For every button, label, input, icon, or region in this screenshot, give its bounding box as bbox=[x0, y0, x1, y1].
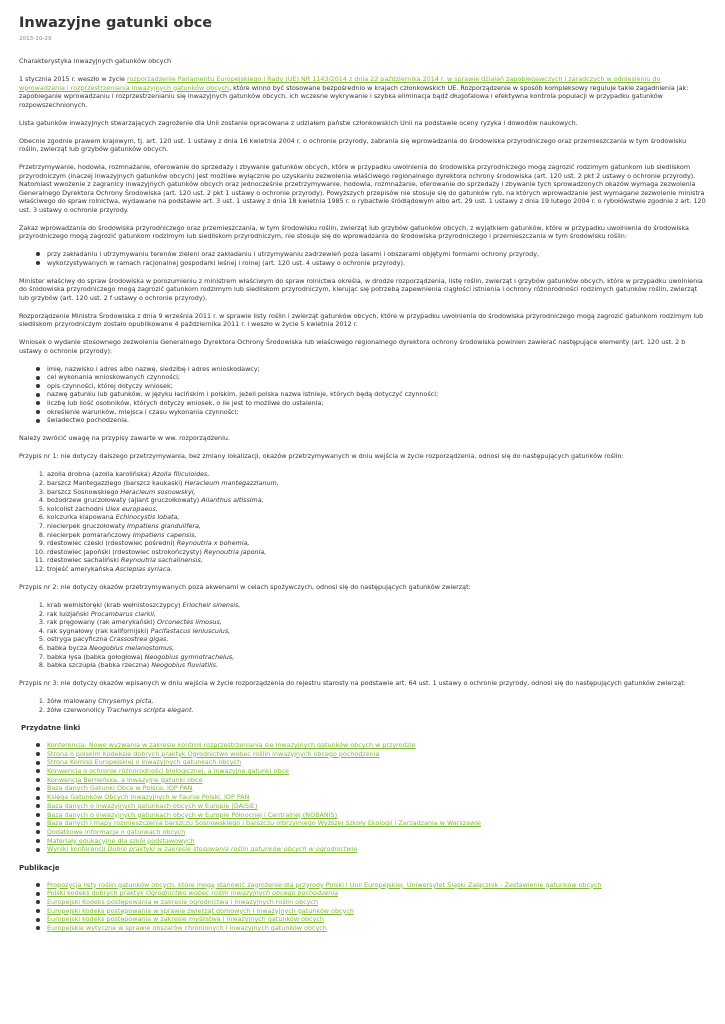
link-text: Baza danych o inwazyjnych gatunkach obcych w Europie (DAISIE) bbox=[47, 801, 258, 810]
species-latin-name: Neogobius gymnotrachelus, bbox=[144, 652, 235, 661]
species-latin-name: Ulex europaeus, bbox=[105, 504, 158, 513]
list-item: określenie warunków, miejsca i czasu wykonania czynności; bbox=[47, 408, 706, 417]
species-item bbox=[47, 496, 706, 505]
link-italic-text: Dobre praktyki w zakresie stosowania roślin gatunków obcych w ogrodnictwie bbox=[107, 845, 358, 854]
species-latin-name: Ailanthus altissima, bbox=[201, 496, 264, 505]
species-common-name: babka bycza bbox=[47, 643, 90, 652]
species-latin-name: Impatiens glandulifera, bbox=[127, 521, 201, 530]
species-latin-name: Neogobius fluviatilis. bbox=[151, 661, 219, 670]
species-common-name: rdestowiec sachaliński bbox=[47, 556, 121, 565]
species-item bbox=[47, 644, 706, 653]
species-latin-name: Procambarus clarkii, bbox=[90, 609, 156, 618]
species-item bbox=[47, 697, 706, 706]
link-text: Baza danych Gatunki Obce w Polsce, IOP PAN bbox=[47, 784, 193, 793]
external-link[interactable] bbox=[47, 881, 601, 889]
regulation-text-before: 1 stycznia 2015 r. weszło w życie bbox=[19, 75, 128, 83]
link-text: Europejskie wytyczne w sprawie obszarów chronionych i inwazyjnych gatunków obcych bbox=[47, 924, 327, 933]
regulation-text-after: , które winno być stosowane bezpośrednio w krajach członkowskich UE. Rozporządzenie w sposób kompleksowy reguluje takie zagadnienia jak: zapobieganie wprowadzaniu i rozprzestrzenianiu się inwazyjnych gatunków obcych, ich wczesne wykrywanie i szybka eliminacja bądź długofalowa i efektywna kontrola populacji w przypadku gatunków rozpowszechnionych. bbox=[19, 83, 689, 109]
species-item bbox=[47, 522, 706, 531]
external-link[interactable] bbox=[47, 907, 354, 915]
link-item bbox=[47, 784, 706, 793]
link-item bbox=[47, 828, 706, 837]
species-common-name: azolla drobna (azolla karolińska) bbox=[47, 470, 153, 479]
species-item bbox=[47, 548, 706, 557]
turtle-species-list bbox=[19, 697, 706, 714]
link-item bbox=[47, 845, 706, 854]
species-latin-name: Asclepias syriaca. bbox=[115, 564, 173, 573]
link-text: Konferencja: Nowe wyzwania w zakresie kontroli rozprzestrzeniania się inwazyjnych gatunków obcych w przyrodzie bbox=[47, 740, 416, 749]
link-text: Baza danych o inwazyjnych gatunkach obcych w Europie Północnej i Centralnej (NOBANIS) bbox=[47, 810, 338, 819]
external-link[interactable] bbox=[47, 915, 324, 923]
footnote-2-paragraph: Przypis nr 2: nie dotyczy okazów przetrzymywanych poza akwenami w celach spożywczych, odnosi się do następujących gatunków zwierząt: bbox=[19, 582, 471, 591]
footnote-3-paragraph: Przypis nr 3: nie dotyczy okazów wpisanych w dniu wejścia w życie rozporządzenia do rejestru starosty na podstawie art. 64 ust. 1 ustawy o ochronie przyrody, odnosi się do następujących gatunków zwierząt: bbox=[19, 679, 686, 688]
intro-paragraph: Charakterystyka inwazyjnych gatunków obcych bbox=[19, 57, 172, 65]
publication-item bbox=[47, 889, 706, 898]
external-link[interactable] bbox=[47, 784, 192, 792]
link-text: Konwencja o ochronie różnorodności biologicznej, a inwazyjne gatunki obce bbox=[47, 767, 289, 776]
species-item bbox=[47, 505, 706, 514]
useful-links-list bbox=[19, 741, 706, 854]
link-item bbox=[47, 837, 706, 846]
ordinance-paragraph: Rozporządzenie Ministra Środowiska z dnia 9 września 2011 r. w sprawie listy roślin i zwierząt gatunków obcych, które w przypadku uwolnienia do środowiska przyrodniczego mogą zagrozić gatunkom rodzimym lub siedliskom przyrodniczym zostało opublikowane 4 października 2011 r. i weszło w życie 5 kwietnia 2012 r. bbox=[19, 311, 704, 329]
link-text: Europejski Kodeks postępowania w zakresie ogrodnictwa i inwazyjnych roślin obcych bbox=[47, 897, 318, 906]
species-latin-name: Neogobius melanostomus, bbox=[89, 643, 175, 652]
species-common-name: rak luizjański bbox=[47, 609, 91, 618]
list-item: liczbę lub ilość osobników, których dotyczy wniosek, o ile jest to możliwe do ustalenia; bbox=[47, 399, 706, 408]
species-item bbox=[47, 488, 706, 497]
publication-item bbox=[47, 907, 706, 916]
link-item bbox=[47, 767, 706, 776]
external-link[interactable] bbox=[47, 776, 202, 784]
species-item bbox=[47, 610, 706, 619]
species-common-name: bożodrzew gruczołowaty (ajlant gruczołkowaty) bbox=[47, 496, 202, 505]
external-link[interactable] bbox=[47, 819, 481, 827]
publications-heading: Publikacje bbox=[19, 863, 60, 872]
permits-paragraph: Przetrzymywanie, hodowla, rozmnażanie, oferowanie do sprzedaży i zbywanie gatunków obcych, które w przypadku uwolnienia do środowiska przyrodniczego mogą zagrozić rodzimym gatunkom lub siedliskom przyrodniczym (inaczej inwazyjnych gatunków obcych) jest możliwe wyłącznie po uzyskaniu zezwolenia właściwego regionalnego dyrektora ochrony środowiska (art. 120 ust. 2 pkt 2 ustawy o ochronie przyrody). Natomiast wwożenie z zagranicy inwazyjnych gatunków obcych oraz jednocześnie przetrzymywanie, hodowla, rozmnażanie, oferowanie do sprzedaży i zbywanie tych sprowadzonych okazów wymaga zezwolenia Generalnego Dyrektora Ochrony Środowiska (art. 120 ust. 2 pkt 1 ustawy o ochronie przyrody). Powyższych przepisów nie stosuje się do gatunków ryb, na których wprowadzanie jest wymagane zezwolenie ministra właściwego do spraw rolnictwa, wydawane na podstawie art. 3 ust. 1 ustawy z dnia 18 kwietnia 1985 r. o rybactwie śródlądowym albo art. 29 ust. 1 ustawy z dnia 19 lutego 2004 r. o rybołówstwie zgodnie z art. 120 ust. 3 ustawy o ochronie przyrody. bbox=[19, 163, 706, 214]
external-link[interactable] bbox=[47, 837, 195, 845]
species-item bbox=[47, 706, 706, 715]
species-item bbox=[47, 653, 706, 662]
species-item bbox=[47, 479, 706, 488]
list-item: świadectwo pochodzenia. bbox=[47, 416, 706, 425]
species-item bbox=[47, 565, 706, 574]
link-item bbox=[47, 793, 706, 802]
link-italic-text: Ogrodnictwo wobec roślin inwazyjnych obcego pochodzenia bbox=[145, 889, 339, 898]
species-latin-name: Chrysemys picta, bbox=[98, 697, 154, 706]
species-common-name: babka szczupła (babka rzeczna) bbox=[47, 661, 152, 670]
link-item bbox=[47, 802, 706, 811]
species-latin-name: Orconectes limosus, bbox=[157, 618, 222, 627]
link-item bbox=[47, 741, 706, 750]
link-text: Baza danych i mapy rozmieszczenia barszczu Sosnowskiego i barszczu olbrzymiego Wyższej Szkoły Ekologii i Zarządzania w Warszawie bbox=[47, 819, 481, 828]
species-latin-name: Heracleum sosnowskyi, bbox=[120, 487, 196, 496]
species-latin-name: Azolla filiculoides, bbox=[152, 470, 210, 479]
species-common-name: barszcz Mantegazziego (barszcz kaukaski) bbox=[47, 478, 185, 487]
list-item: wykorzystywanych w ramach racjonalnej gospodarki leśnej i rolnej (art. 120 ust. 4 ustawy o ochronie przyrody). bbox=[47, 259, 706, 268]
species-latin-name: Reynoutria sachalinensis, bbox=[120, 556, 203, 565]
link-text: Konwencja Berneńska, a inwazyjne gatunki obce bbox=[47, 775, 203, 784]
species-latin-name: Eriocheir sinensis, bbox=[182, 600, 241, 609]
species-common-name: niecierpek pomarańczowy bbox=[47, 530, 133, 539]
publish-date: 2013-10-29 bbox=[19, 36, 52, 42]
publication-item bbox=[47, 881, 706, 890]
link-text: Dodatkowe informacje o gatunkach obcych bbox=[47, 827, 186, 836]
species-latin-name: Trachemys scripta elegant. bbox=[106, 705, 194, 714]
external-link[interactable] bbox=[47, 828, 185, 836]
species-item bbox=[47, 539, 706, 548]
species-latin-name: Pacifastacus leniusculus, bbox=[150, 626, 231, 635]
species-item bbox=[47, 470, 706, 479]
application-paragraph: Wniosek o wydanie stosownego zezwolenia Generalnego Dyrektora Ochrony Środowiska lub właściwego regionalnego dyrektora ochrony środowiska powinien zawierać następujące elementy (art. 120 ust. 2 b ustawy o ochronie przyrody): bbox=[19, 338, 686, 355]
species-common-name: kolcolist zachodni bbox=[47, 504, 106, 513]
link-text: Wyniki konferencji bbox=[47, 845, 108, 854]
ban-exceptions-paragraph: Zakaz wprowadzania do środowiska przyrodniczego oraz przemieszczania, w tym środowisku roślin, zwierząt lub grzybów gatunków obcych, z wyjątkiem gatunków, które w przypadku uwolnienia do środowiska przyrodniczego mogą zagrozić gatunkom rodzimym lub siedliskom przyrodniczym, nie stosuje się do wprowadzania do środowiska przyrodniczego i przemieszczania w tym środowisku roślin: bbox=[19, 223, 689, 240]
species-common-name: barszcz Sosnowskiego bbox=[47, 487, 121, 496]
species-latin-name: Reynoutria x bohemia, bbox=[176, 539, 250, 548]
link-text: Europejski kodeks postępowania w sprawie zwierząt domowych i inwazyjnych gatunków obcych bbox=[47, 906, 354, 915]
external-link[interactable] bbox=[47, 802, 257, 810]
external-link[interactable] bbox=[47, 845, 357, 853]
footnote-1-paragraph: Przypis nr 1: nie dotyczy dalszego przetrzymywania, bez zmiany lokalizacji, okazów przetrzymywanych w dniu wejścia w życie rozporządzenia, odnosi się do następujących gatunków roślin: bbox=[19, 452, 624, 461]
species-common-name: żółw malowany bbox=[47, 697, 99, 706]
footnotes-note: Należy zwrócić uwagę na przypisy zawarte w ww. rozporządzeniu. bbox=[19, 434, 230, 443]
species-latin-name: Impatiens capensis, bbox=[132, 530, 197, 539]
species-common-name: rdestowiec czeski (rdestowiec pośredni) bbox=[47, 539, 177, 548]
publication-item bbox=[47, 898, 706, 907]
species-common-name: ostryga pacyficzna bbox=[47, 635, 110, 644]
external-link[interactable] bbox=[47, 898, 318, 906]
regulation-paragraph bbox=[19, 75, 706, 109]
exceptions-list bbox=[19, 250, 706, 267]
species-common-name: rdestowiec japoński (rdestowiec ostrokończysty) bbox=[47, 547, 204, 556]
link-item bbox=[47, 750, 706, 759]
species-item bbox=[47, 618, 706, 627]
species-item bbox=[47, 531, 706, 540]
list-item: nazwę gatunku lub gatunków, w języku łacińskim i polskim, jeżeli polska nazwa istnieje, których będą dotyczyć czynności; bbox=[47, 390, 706, 399]
external-link[interactable] bbox=[47, 750, 379, 758]
publication-item bbox=[47, 924, 706, 933]
link-text: Propozycja listy roślin gatunków obcych, które mogą stanowić zagrożenie dla przyrody Polski i Unii Europejskiej, Uniwersytet Śląski Załącznik - Zestawienie gatunków obcych bbox=[47, 880, 602, 889]
species-common-name: rak sygnałowy (rak kalifornijski) bbox=[47, 626, 151, 635]
minister-paragraph: Minister właściwy do spraw środowiska w porozumieniu z ministrem właściwym do spraw rolnictwa określa, w drodze rozporządzenia, listę roślin, zwierząt i grzybów gatunków obcych, które w przypadku uwolnienia do środowiska przyrodniczego mogą zagrozić gatunkom rodzimym lub siedliskom przyrodniczym, kierując się potrzebą zapewnienia ciągłości istnienia i ochrony różnorodności rodzimych gatunków roślin, zwierząt lub grzybów (art. 120 ust. 2 f ustawy o ochronie przyrody). bbox=[19, 276, 703, 302]
species-latin-name: Crassostrea gigas, bbox=[109, 635, 169, 644]
animal-species-list bbox=[19, 601, 706, 670]
link-text: Księga Gatunków Obcych Inwazyjnych w Faunie Polski, IOP PAN bbox=[47, 793, 250, 802]
link-text: Europejski kodeks postępowania w zakresie myślistwa i inwazyjnych gatunków obcych bbox=[47, 915, 324, 924]
plant-species-list bbox=[19, 470, 706, 573]
useful-links-heading: Przydatne linki bbox=[21, 723, 81, 732]
list-item: opis czynności, której dotyczy wniosek; bbox=[47, 382, 706, 391]
species-common-name: żółw czerwonolicy bbox=[47, 705, 107, 714]
regulation-link[interactable]: rozporządzenie Parlamentu Europejskiego i Rady (UE) NR 1143/2014 z dnia 22 października 2014 r. w sprawie działań zapobiegawczych i zaradczych w odniesieniu do wprowadzania i rozprzestrzeniania inwazyjnych gatunków obcych bbox=[19, 75, 661, 92]
link-text: Polski kodeks dobrych praktyk bbox=[47, 889, 146, 898]
species-common-name: trojeść amerykańska bbox=[47, 564, 116, 573]
species-common-name: rak pręgowany (rak amerykański) bbox=[47, 618, 158, 627]
external-link[interactable] bbox=[47, 889, 338, 897]
species-latin-name: Echinocystis lobata, bbox=[115, 513, 180, 522]
national-law-paragraph: Obecnie zgodnie prawem krajowym, tj. art. 120 ust. 1 ustawy z dnia 16 kwietnia 2004 r. o ochronie przyrody, zabrania się wprowadzania do środowiska przyrodniczego oraz przemieszczania w tym środowisku roślin, zwierząt lub grzybów gatunków obcych. bbox=[19, 136, 687, 153]
species-item bbox=[47, 556, 706, 565]
external-link[interactable] bbox=[47, 758, 241, 766]
external-link[interactable] bbox=[47, 811, 337, 819]
list-item: cel wykonania wnioskowanych czynności; bbox=[47, 373, 706, 382]
species-common-name: krab wełnistoręki (krab wełnistoszczypcy) bbox=[47, 600, 183, 609]
link-item bbox=[47, 811, 706, 820]
external-link[interactable] bbox=[47, 767, 289, 775]
application-elements-list bbox=[19, 365, 706, 425]
species-common-name: niecierpek gruczołowaty bbox=[47, 521, 128, 530]
list-item: przy zakładaniu i utrzymywaniu terenów zieleni oraz zakładaniu i utrzymywaniu zadrzewień poza lasami i obszarami objętymi formami ochrony przyrody, bbox=[47, 250, 706, 259]
species-item bbox=[47, 627, 706, 636]
publications-list bbox=[19, 881, 706, 933]
link-item bbox=[47, 819, 706, 828]
species-latin-name: Reynoutria japonia, bbox=[203, 547, 267, 556]
publication-item bbox=[47, 915, 706, 924]
species-common-name: kolczurka klapowana bbox=[47, 513, 116, 522]
species-item bbox=[47, 661, 706, 670]
link-text: Materiały edukacyjne dla szkół podstawowych bbox=[47, 836, 195, 845]
species-common-name: babka łysa (babka gołogłowa) bbox=[47, 652, 145, 661]
external-link[interactable] bbox=[47, 741, 416, 749]
species-item bbox=[47, 513, 706, 522]
page-title: Inwazyjne gatunki obce bbox=[19, 15, 213, 31]
eu-list-paragraph: Lista gatunków inwazyjnych stwarzających zagrożenie dla Unii zostanie opracowana z udziałem państw członkowskich Unii na podstawie oceny ryzyka i dowodów naukowych. bbox=[19, 118, 578, 127]
species-latin-name: Heracleum mantegazzianum, bbox=[184, 478, 279, 487]
list-item: imię, nazwisko i adres albo nazwę, siedzibę i adres wnioskodawcy; bbox=[47, 365, 706, 374]
species-item bbox=[47, 635, 706, 644]
link-text: Strona o polskim Kodeksie dobrych praktyk Ogrodnictwo wobec roślin inwazyjnych obcego pochodzenia bbox=[47, 749, 380, 758]
external-link[interactable] bbox=[47, 924, 327, 932]
external-link[interactable] bbox=[47, 793, 249, 801]
link-item bbox=[47, 758, 706, 767]
link-text: Strona Komisji Europejskiej o inwazyjnych gatunkach obcych bbox=[47, 758, 242, 767]
species-item bbox=[47, 601, 706, 610]
link-item bbox=[47, 776, 706, 785]
